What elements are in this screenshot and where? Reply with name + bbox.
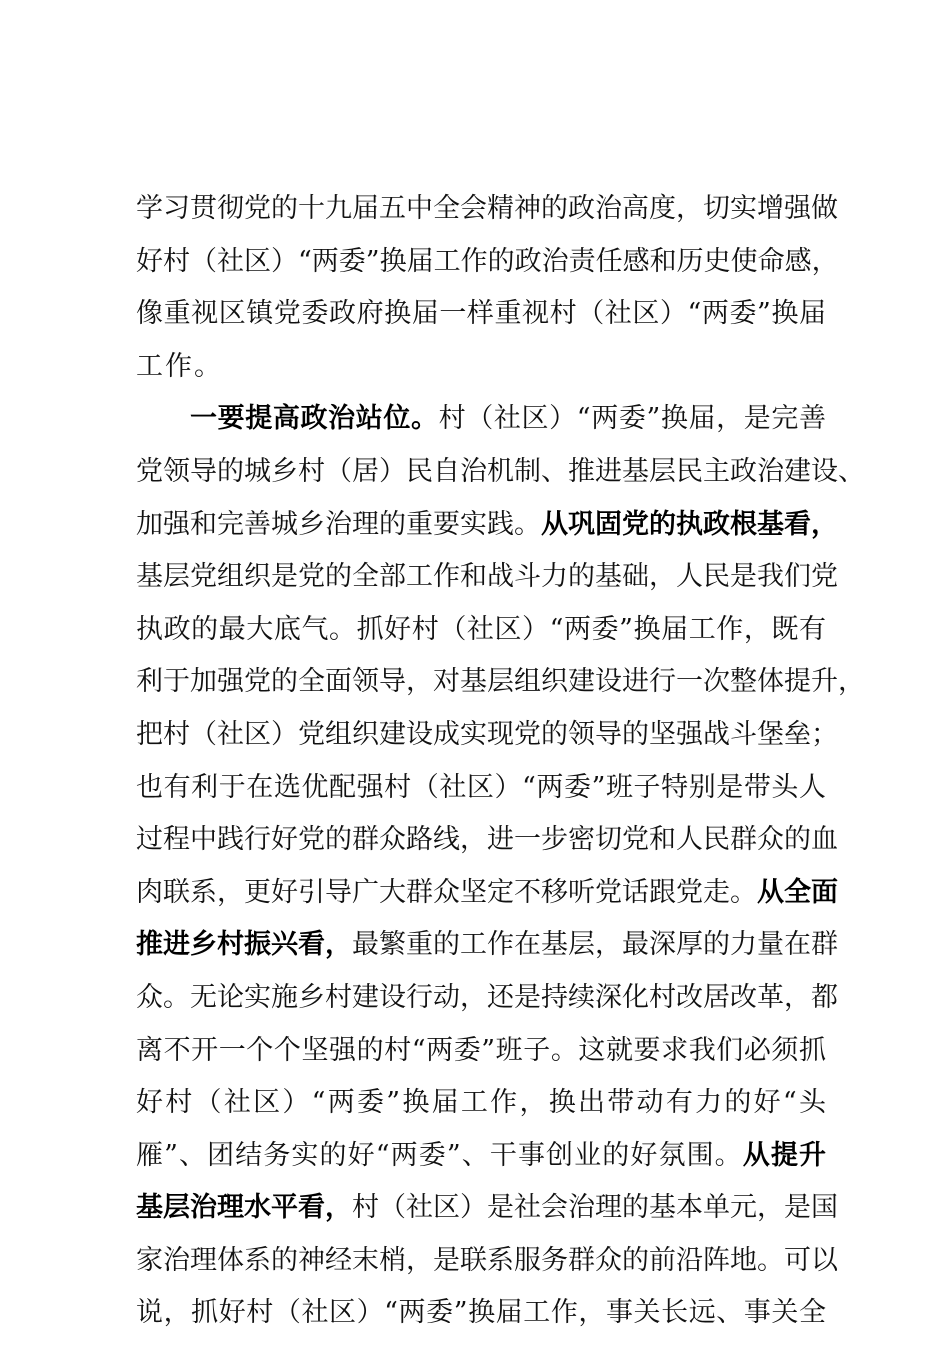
text-run: 过程中践行好党的群众路线，进一步密切党和人民群众的血 [136, 824, 838, 856]
body-text [136, 183, 865, 1340]
bold-phrase: 从巩固党的执政根基看， [541, 508, 838, 540]
text-run: 家治理体系的神经末梢，是联系服务群众的前沿阵地。可以 [136, 1244, 838, 1276]
bold-phrase: 推进乡村振兴看， [136, 929, 352, 961]
text-run: 肉联系，更好引导广大群众坚定不移听党话跟党走。 [136, 876, 757, 908]
text-run: 也有利于在选优配强村（社区）“两委”班子特别是带头人 [136, 771, 826, 803]
text-line [136, 183, 838, 236]
text-run: 像重视区镇党委政府换届一样重视村（社区）“两委”换届 [136, 298, 826, 330]
text-line [136, 1130, 826, 1183]
text-run: 雁”、团结务实的好“两委”、干事创业的好氛围。 [136, 1139, 743, 1171]
paragraph-end-line [136, 341, 826, 394]
text-line [136, 1025, 826, 1078]
text-line [136, 867, 838, 920]
bold-phrase: 从提升 [742, 1139, 826, 1171]
text-run: 说，抓好村（社区）“两委”换届工作，事关长远、事关全 [136, 1297, 826, 1329]
text-line [136, 814, 838, 867]
text-run: 最繁重的工作在基层，最深厚的力量在群 [352, 929, 838, 961]
text-run: 好村（社区）“两委”换届工作的政治责任感和历史使命感， [136, 245, 839, 277]
paragraph-first-line [136, 393, 826, 446]
text-line [136, 236, 839, 289]
text-line [136, 1287, 826, 1340]
text-line [136, 972, 838, 1025]
bold-phrase: 从全面 [757, 876, 838, 908]
bold-phrase: 基层治理水平看， [136, 1192, 352, 1224]
text-run: 工作。 [136, 350, 223, 382]
text-line [136, 709, 838, 762]
text-line [136, 604, 826, 657]
text-line [136, 551, 838, 604]
text-run: 好村（社区）“两委”换届工作，换出带动有力的好“头 [136, 1087, 826, 1119]
text-run: 离不开一个个坚强的村“两委”班子。这就要求我们必须抓 [136, 1034, 826, 1066]
text-line [136, 499, 838, 552]
text-line [136, 1235, 838, 1288]
text-run: 学习贯彻党的十九届五中全会精神的政治高度，切实增强做 [136, 193, 838, 224]
text-line [136, 919, 838, 972]
text-run: 村（社区）是社会治理的基本单元，是国 [352, 1192, 838, 1224]
text-run: 基层党组织是党的全部工作和战斗力的基础，人民是我们党 [136, 561, 838, 593]
text-line [136, 762, 826, 815]
text-run: 执政的最大底气。抓好村（社区）“两委”换届工作，既有 [136, 613, 826, 645]
text-line [136, 446, 865, 499]
text-line [136, 1182, 838, 1235]
text-run: 把村（社区）党组织建设成实现党的领导的坚强战斗堡垒； [136, 718, 838, 750]
text-run: 加强和完善城乡治理的重要实践。 [136, 508, 541, 540]
text-run: 利于加强党的全面领导，对基层组织建设进行一次整体提升， [136, 666, 865, 698]
text-line [136, 288, 826, 341]
text-run: 村（社区）“两委”换届，是完善 [438, 403, 827, 435]
bold-heading: 一要提高政治站位。 [190, 403, 439, 435]
text-line [136, 656, 865, 709]
text-run: 党领导的城乡村（居）民自治机制、推进基层民主政治建设、 [136, 455, 865, 487]
text-line [136, 1077, 826, 1130]
text-run: 众。无论实施乡村建设行动，还是持续深化村改居改革，都 [136, 981, 838, 1013]
